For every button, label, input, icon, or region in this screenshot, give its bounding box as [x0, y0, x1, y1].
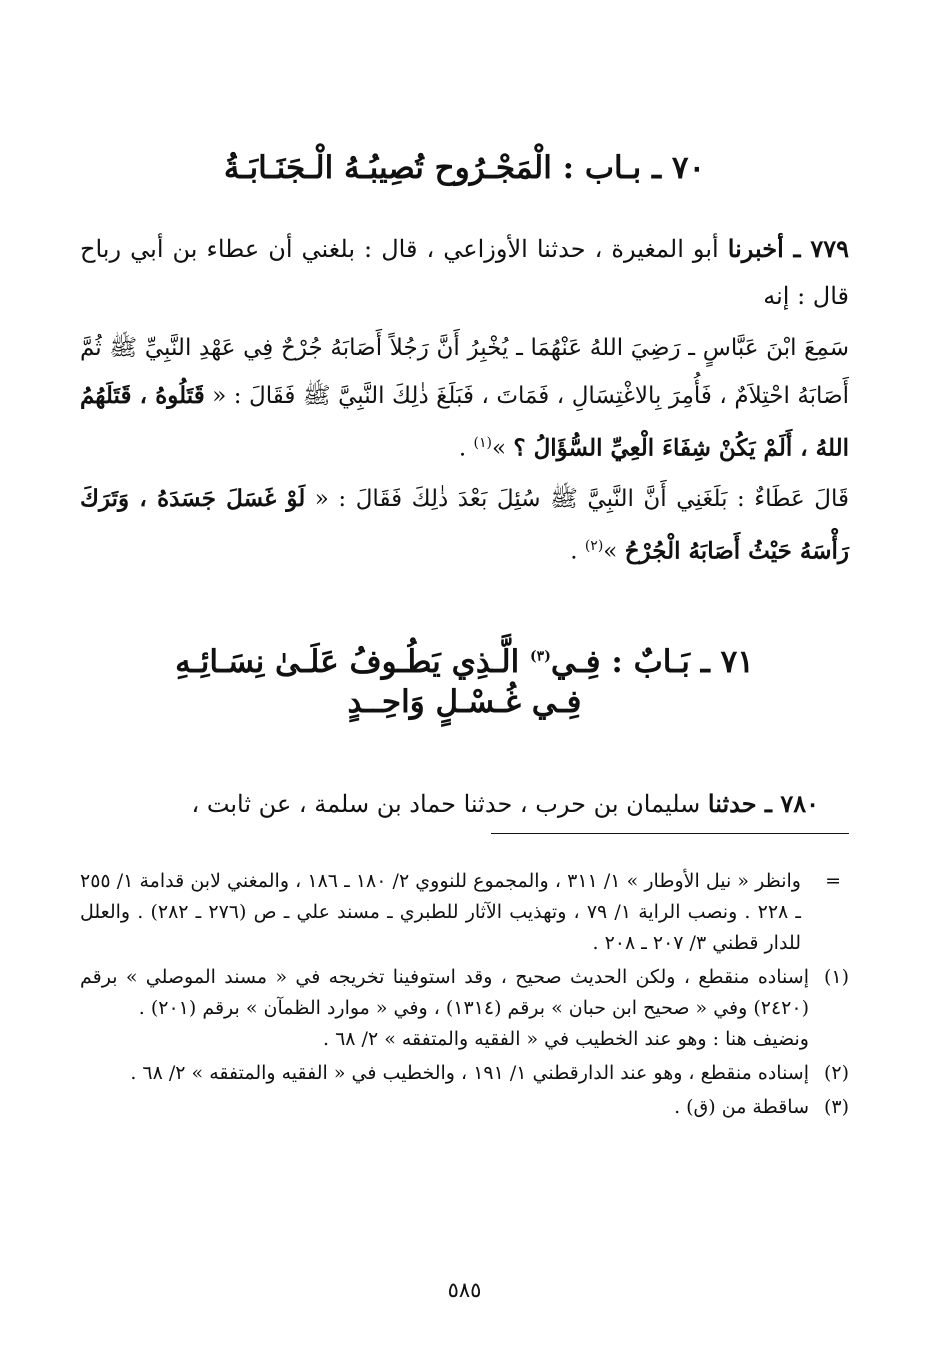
hadith-780-chain [140, 780, 819, 828]
hadith-779-tail: . [458, 435, 474, 462]
footnote-1 [80, 962, 849, 1055]
footnote-1-body [80, 962, 809, 1055]
chapter-71-title-line2: فِـي غُـسْـلٍ وَاحِــدٍ [347, 684, 582, 721]
footnote-1-text: إسناده منقطع ، ولكن الحديث صحيح ، وقد استوفينا تخريجه في « مسند الموصلي » برقم (٢٤٢٠) وفي « صحيح ابن حبان » برقم (١٣١٤) ، وفي « موارد الظمآن » برقم (٢٠١) . [80, 966, 809, 1019]
ata-tail: . [570, 538, 585, 565]
footnote-2 [80, 1058, 849, 1089]
ata-prophet-quote: لَوْ غَسَلَ جَسَدَهُ ، وَتَرَكَ رَأْسَهُ حَيْثُ أَصَابَهُ الْجُرْحُ [80, 485, 849, 565]
hadith-779-text [80, 325, 849, 473]
footnote-3 [80, 1092, 849, 1123]
hadith-780-number: ٧٨٠ ـ حدثنا [707, 789, 819, 818]
hadith-779-number: ٧٧٩ ـ أخبرنا [727, 234, 849, 263]
hadith-779-quote-close: » [491, 435, 514, 462]
hadith-779-prophet-quote: قَتَلُوهُ ، قَتَلَهُمُ اللهُ ، أَلَمْ يَكُنْ شِفَاءَ الْعِيِّ السُّؤَالُ ؟ [80, 382, 849, 462]
footnote-continuation [80, 866, 849, 959]
ata-report-text: قَالَ عَطَاءٌ : بَلَغَنِي أَنَّ النَّبِيَّ ﷺ سُئِلَ بَعْدَ ذٰلِكَ فَقَالَ : « [305, 486, 849, 512]
footnotes [80, 866, 849, 1126]
chapter-71-title-end: الَّـذِي يَطُـوفُ عَلَـىٰ نِسَـائِـهِ [175, 644, 531, 680]
footnote-2-mark: (٢) [823, 1062, 849, 1084]
ata-quote-close: » [603, 538, 625, 565]
hadith-779-chain-text: أبو المغيرة ، حدثنا الأوزاعي ، قال : بلغني أن عطاء بن أبي رباح قال : إنه [80, 235, 849, 310]
footnote-ref-2: (٢) [584, 538, 604, 554]
hadith-779-ata-report [80, 475, 849, 576]
chapter-70-heading [80, 148, 849, 188]
chapter-71-title-start: ٧١ ـ بَـابٌ : فِـي [550, 644, 754, 680]
continuation-text: وانظر « نيل الأوطار » ١/ ٣١١ ، والمجموع للنووي ٢/ ١٨٠ ـ ١٨٦ ، والمغني لابن قدامة ١/ ٢٥٥ ـ ٢٢٨ . ونصب الراية ١/ ٧٩ ، وتهذيب الآثار للطبري ـ مسند علي ـ ص (٢٧٦ ـ ٢٨٢) . والعلل للدار قطني ٣/ ٢٠٧ ـ ٢٠٨ . [80, 870, 801, 954]
footnote-ref-1: (١) [473, 435, 492, 451]
chapter-70-title: ٧٠ ـ بـاب : الْمَجْـرُوح تُصِيبُـهُ الْـجَنَـابَـةُ [223, 150, 706, 186]
hadith-780-chain-text: سليمان بن حرب ، حدثنا حماد بن سلمة ، عن ثابت ، [191, 790, 708, 818]
footnote-1-extra: ونضيف هنا : وهو عند الخطيب في « الفقيه والمتفقه » ٢/ ٦٨ . [322, 1028, 809, 1050]
book-page [80, 0, 849, 1371]
footnote-1-mark: (١) [823, 966, 849, 988]
footnote-3-mark: (٣) [823, 1096, 849, 1118]
continuation-mark: = [825, 870, 841, 892]
chapter-71-heading [80, 642, 849, 723]
footnote-ref-3: (٣) [530, 648, 551, 665]
page-number: ٥٨٥ [447, 1278, 482, 1302]
chapter-71-title-line1 [80, 642, 849, 682]
footnote-2-text: إسناده منقطع ، وهو عند الدارقطني ١/ ١٩١ ، والخطيب في « الفقيه والمتفقه » ٢/ ٦٨ . [130, 1062, 809, 1084]
hadith-779-text-part1: سَمِعَ ابْنَ عَبَّاسٍ ـ رَضِيَ اللهُ عَنْهُمَا ـ يُخْبِرُ أَنَّ رَجُلاً أَصَابَهُ جُرْحٌ فِي عَهْدِ النَّبِيِّ ﷺ ثُمَّ أَصَابَهُ احْتِلاَمٌ ، فَأُمِرَ بِالاغْتِسَالِ ، فَمَاتَ ، فَبَلَغَ ذٰلِكَ النَّبِيَّ ﷺ فَقَالَ : « [80, 335, 849, 409]
footnote-separator [491, 833, 849, 834]
footnote-3-text: ساقطة من (ق) . [674, 1096, 809, 1118]
hadith-779-chain [80, 225, 849, 320]
